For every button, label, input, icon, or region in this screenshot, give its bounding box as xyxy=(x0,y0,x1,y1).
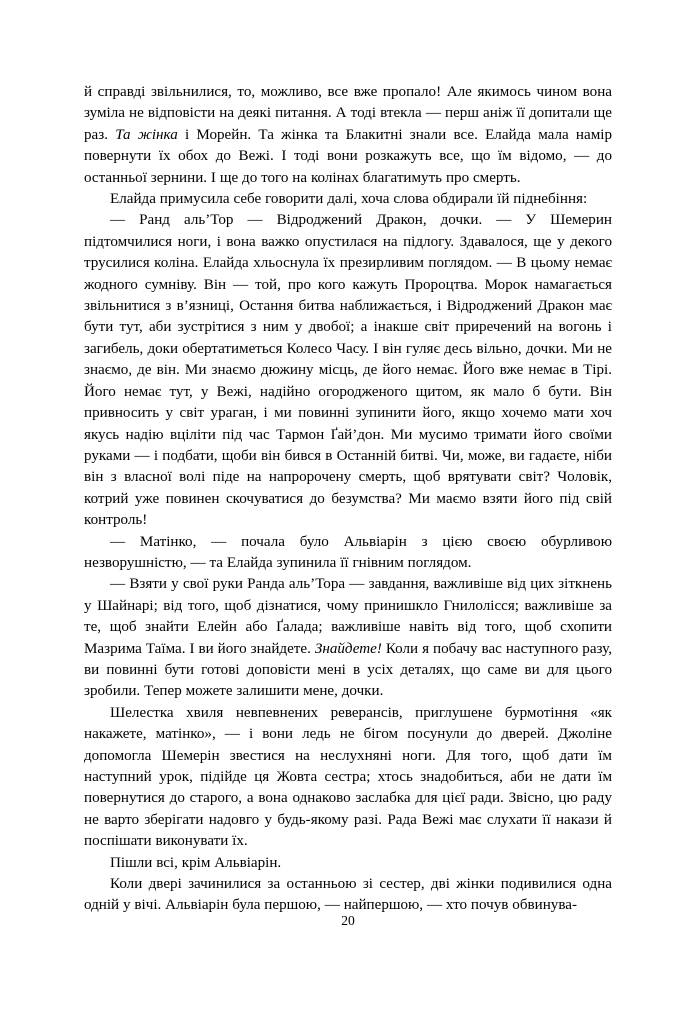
paragraph: Елайда примусила себе говорити далі, хоча слова обдирали їй піднебіння: xyxy=(110,191,588,208)
paragraph: й справді звільнилися, то, можливо, все вже пропало! Але якимось чином вона зуміла не відповісти на деякі питання. А тоді втекла — перш аніж її допитали ще раз. Та жінка і Морейн. Та жінка та Блакитні знали все. Елайда мала намір повернути їх обох до Вежі. І тоді вони розкажуть все, що їм відомо, — до останньої зернини. І ще до того на колінах благатимуть про смерть. xyxy=(84,84,612,186)
paragraph: — Матінко, — почала було Альвіарін з цією своєю обурливою незворушністю, — та Елайда зупинила її гнівним поглядом. xyxy=(84,533,612,571)
paragraph: Коли двері зачинилися за останньою зі сестер, дві жінки подивилися одна одній у вічі. Альвіарін була першою, — найпершою, — хто почув обвинува- xyxy=(84,876,612,914)
paragraph: Пішли всі, крім Альвіарін. xyxy=(110,854,282,871)
paragraph: Шелестка хвиля невпевнених реверансів, приглушене бурмотіння «як накажете, матінко», — і вони ледь не бігом посунули до дверей. Джоліне допомогла Шемерін звестися на неслухняні ноги. Для того, щоб дати їм наступний урок, підійде ця Жовта сестра; хтось знадобиться, аби не дати їм повернутися до старого, а вона однаково заслабка для цієї ради. Звісно, цю раду не варто зберігати надовго у будь-якому разі. Рада Вежі має слухати її накази й поспішати виконувати їх. xyxy=(84,704,612,850)
emphasis-text: Та жінка xyxy=(115,126,178,143)
paragraph: — Ранд аль’Тор — Відроджений Дракон, дочки. — У Шемерин підтомчилися ноги, і вона важко опустилася на підлогу. Здавалося, ще у декого трусилися коліна. Елайда хльоснула їх презирливим поглядом. — В цьому немає жодного сумніву. Він — той, про кого кажуть Пророцтва. Морок намагається звільнитися з в’язниці, Остання битва наближається, і Відроджений Дракон має бути тут, аби зустрітися з ним у двобої; а інакше світ приречений на вогонь і загибель, доки обертатиметься Колесо Часу. І він гуляє десь вільно, дочки. Ми не знаємо, де він. Ми знаємо дюжину місць, де його немає. Його вже немає в Тірі. Його немає тут, у Вежі, надійно огородженого щитом, як мало б бути. Він привносить у світ ураган, і ми повинні зупинити його, якщо хочемо мати хоч якусь надію вціліти під час Тармон Ґай’дон. Ми мусимо тримати його своїми руками — і подбати, щоби він бився в Останній битві. Чи, може, ви гадаєте, ніби він з власної волі піде на напророчену смерть, щоб врятувати світ? Чоловік, котрий уже повинен скочуватися до безумства? Ми маємо взяти його під свій контроль! xyxy=(84,212,612,529)
page-number: 20 xyxy=(341,913,355,928)
emphasis-text: Знайдете! xyxy=(314,640,382,657)
paragraph: — Взяти у свої руки Ранда аль’Тора — завдання, важливіше від цих зіткнень у Шайнарі; від того, щоб дізнатися, чому принишкло Гнилолісся; важливіше за те, щоб знайти Елейн або Ґалада; важливіше навіть від того, щоб схопити Мазрима Таїма. І ви його знайдете. Знайдете! Коли я побачу вас наступного разу, ви повинні бути готові доповісти мені в усіх деталях, що саме ви для цього зробили. Тепер можете залишити мене, дочки. xyxy=(84,576,612,700)
page-text-block xyxy=(84,82,612,917)
